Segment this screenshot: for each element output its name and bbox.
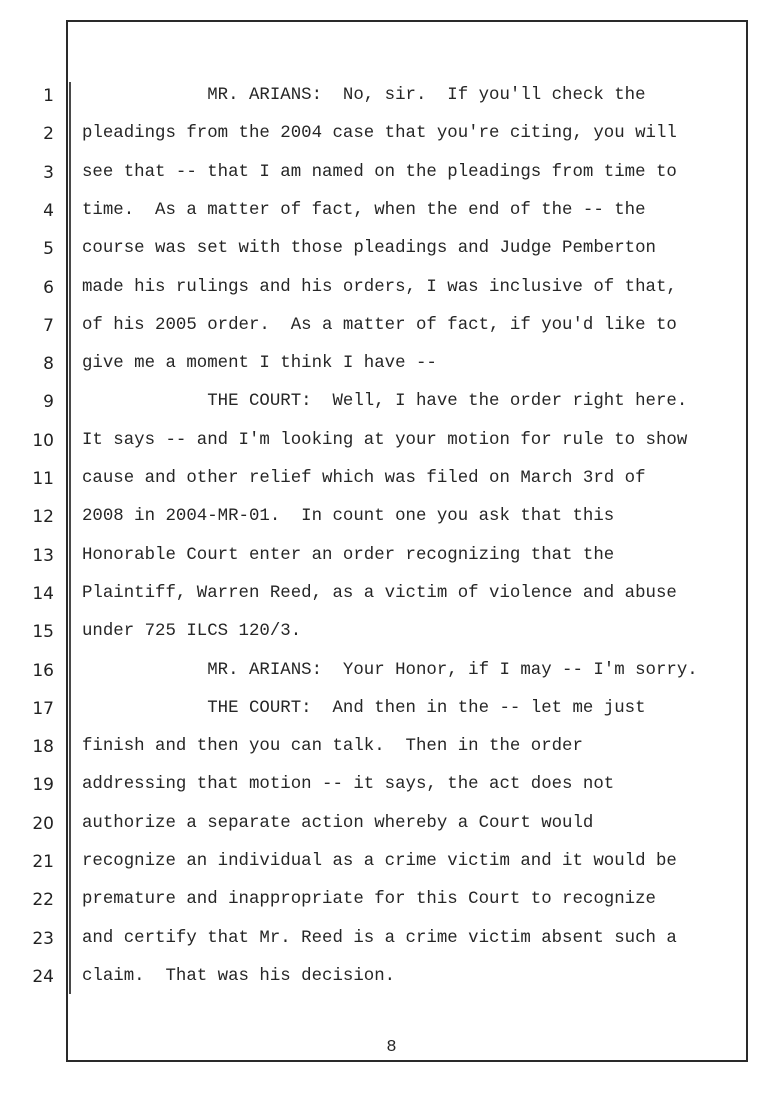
line-number: 9	[43, 392, 54, 412]
line-number: 14	[32, 584, 54, 604]
transcript-line: course was set with those pleadings and Judge Pemberton	[82, 239, 656, 258]
line-number: 11	[32, 469, 54, 489]
page-number: 8	[386, 1038, 397, 1057]
line-number: 3	[43, 163, 54, 183]
transcript-line: Honorable Court enter an order recognizing that the	[82, 546, 615, 565]
transcript-line: under 725 ILCS 120/3.	[82, 622, 302, 641]
line-number: 24	[32, 967, 54, 987]
transcript-line: MR. ARIANS: Your Honor, if I may -- I'm sorry.	[82, 661, 698, 680]
transcript-line: and certify that Mr. Reed is a crime victim absent such a	[82, 929, 677, 948]
transcript-line: time. As a matter of fact, when the end of the -- the	[82, 201, 646, 220]
transcript-line: see that -- that I am named on the pleadings from time to	[82, 163, 677, 182]
transcript-line: give me a moment I think I have --	[82, 354, 437, 373]
line-number: 17	[32, 699, 54, 719]
line-number: 18	[32, 737, 54, 757]
line-number: 6	[43, 278, 54, 298]
line-number: 13	[32, 546, 54, 566]
line-number: 23	[32, 929, 54, 949]
line-number: 12	[32, 507, 54, 527]
transcript-line: claim. That was his decision.	[82, 967, 396, 986]
line-number: 22	[32, 890, 54, 910]
transcript-line: of his 2005 order. As a matter of fact, if you'd like to	[82, 316, 677, 335]
transcript-line: addressing that motion -- it says, the act does not	[82, 775, 615, 794]
line-number: 7	[43, 316, 54, 336]
transcript-line: MR. ARIANS: No, sir. If you'll check the	[82, 86, 646, 105]
line-number: 5	[43, 239, 54, 259]
transcript-line: recognize an individual as a crime victim and it would be	[82, 852, 677, 871]
transcript-line: premature and inappropriate for this Court to recognize	[82, 890, 656, 909]
line-number: 20	[32, 814, 54, 834]
transcript-line: authorize a separate action whereby a Court would	[82, 814, 594, 833]
transcript-line: THE COURT: And then in the -- let me just	[82, 699, 646, 718]
transcript-line: pleadings from the 2004 case that you're citing, you will	[82, 124, 677, 143]
line-number: 1	[43, 86, 54, 106]
transcript-line: THE COURT: Well, I have the order right here.	[82, 392, 688, 411]
line-number: 8	[43, 354, 54, 374]
transcript-line: cause and other relief which was filed on March 3rd of	[82, 469, 646, 488]
transcript-line: Plaintiff, Warren Reed, as a victim of violence and abuse	[82, 584, 677, 603]
left-margin-rule	[69, 82, 71, 994]
transcript-line: finish and then you can talk. Then in the order	[82, 737, 583, 756]
line-number: 4	[43, 201, 54, 221]
line-number: 15	[32, 622, 54, 642]
transcript-line: made his rulings and his orders, I was inclusive of that,	[82, 278, 677, 297]
line-number: 2	[43, 124, 54, 144]
line-number: 16	[32, 661, 54, 681]
line-number: 19	[32, 775, 54, 795]
transcript-line: 2008 in 2004-MR-01. In count one you ask that this	[82, 507, 615, 526]
line-number: 10	[32, 431, 54, 451]
transcript-line: It says -- and I'm looking at your motion for rule to show	[82, 431, 688, 450]
line-number: 21	[32, 852, 54, 872]
